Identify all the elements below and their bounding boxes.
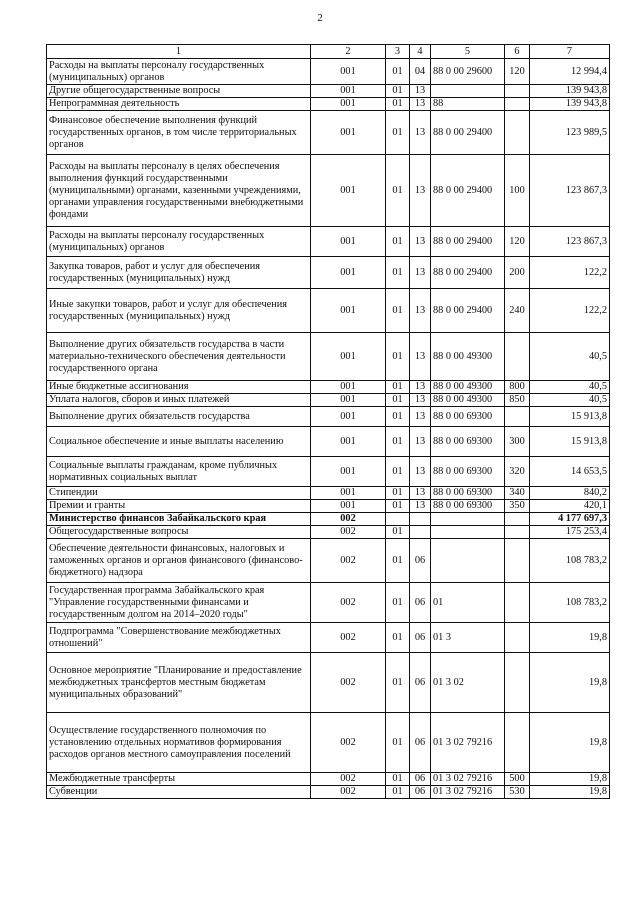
header-col-4: 4 <box>410 45 431 59</box>
cell-subsection: 13 <box>410 155 431 227</box>
cell-name: Подпрограмма "Совершенствование межбюджетных отношений" <box>47 623 311 653</box>
cell-target-article <box>431 539 505 583</box>
cell-section: 01 <box>386 583 410 623</box>
header-col-7: 7 <box>530 45 610 59</box>
cell-subsection: 13 <box>410 381 431 394</box>
cell-amount: 123 989,5 <box>530 111 610 155</box>
table-row <box>47 394 610 407</box>
cell-subsection: 13 <box>410 457 431 487</box>
cell-target-article: 01 3 <box>431 623 505 653</box>
cell-amount: 175 253,4 <box>530 526 610 539</box>
table-row <box>47 583 610 623</box>
cell-subsection: 06 <box>410 713 431 773</box>
cell-target-article: 88 <box>431 98 505 111</box>
cell-ministry-code: 001 <box>311 500 386 513</box>
cell-subsection: 13 <box>410 333 431 381</box>
cell-name: Иные закупки товаров, работ и услуг для обеспечения государственных (муниципальных) нужд <box>47 289 311 333</box>
table-row <box>47 539 610 583</box>
cell-expense-type: 530 <box>505 786 530 799</box>
cell-section: 01 <box>386 653 410 713</box>
cell-target-article: 01 3 02 79216 <box>431 713 505 773</box>
cell-name: Осуществление государственного полномочия по установлению отдельных нормативов формирования расходов органов местного самоуправления поселений <box>47 713 311 773</box>
cell-subsection: 06 <box>410 773 431 786</box>
cell-amount: 4 177 697,3 <box>530 513 610 526</box>
cell-expense-type <box>505 526 530 539</box>
cell-target-article: 01 3 02 79216 <box>431 786 505 799</box>
cell-target-article: 01 3 02 79216 <box>431 773 505 786</box>
cell-subsection: 13 <box>410 111 431 155</box>
cell-target-article: 88 0 00 69300 <box>431 407 505 427</box>
cell-target-article <box>431 513 505 526</box>
cell-ministry-code: 001 <box>311 407 386 427</box>
cell-expense-type: 340 <box>505 487 530 500</box>
cell-target-article: 01 <box>431 583 505 623</box>
cell-subsection: 04 <box>410 59 431 85</box>
cell-amount: 123 867,3 <box>530 155 610 227</box>
cell-ministry-code: 002 <box>311 539 386 583</box>
cell-ministry-code: 001 <box>311 257 386 289</box>
table-row <box>47 623 610 653</box>
cell-subsection: 06 <box>410 786 431 799</box>
cell-ministry-code: 001 <box>311 227 386 257</box>
cell-subsection <box>410 513 431 526</box>
table-row <box>47 457 610 487</box>
cell-expense-type <box>505 333 530 381</box>
table-row <box>47 487 610 500</box>
cell-amount: 108 783,2 <box>530 583 610 623</box>
cell-section: 01 <box>386 111 410 155</box>
cell-ministry-code: 002 <box>311 583 386 623</box>
budget-table <box>46 44 610 799</box>
cell-section: 01 <box>386 487 410 500</box>
cell-expense-type <box>505 98 530 111</box>
cell-name: Закупка товаров, работ и услуг для обеспечения государственных (муниципальных) нужд <box>47 257 311 289</box>
cell-target-article: 88 0 00 69300 <box>431 427 505 457</box>
cell-ministry-code: 001 <box>311 487 386 500</box>
cell-name: Другие общегосударственные вопросы <box>47 85 311 98</box>
cell-name: Расходы на выплаты персоналу государственных (муниципальных) органов <box>47 227 311 257</box>
header-col-3: 3 <box>386 45 410 59</box>
cell-target-article: 88 0 00 29600 <box>431 59 505 85</box>
cell-amount: 40,5 <box>530 394 610 407</box>
cell-ministry-code: 002 <box>311 513 386 526</box>
cell-expense-type <box>505 583 530 623</box>
table-row <box>47 227 610 257</box>
cell-name: Межбюджетные трансферты <box>47 773 311 786</box>
cell-ministry-code: 002 <box>311 786 386 799</box>
cell-name: Выполнение других обязательств государства в части материально-технического обеспечения деятельности государственного органа <box>47 333 311 381</box>
cell-section: 01 <box>386 786 410 799</box>
cell-name: Основное мероприятие "Планирование и предоставление межбюджетных трансфертов местным бюджетам муниципальных образований" <box>47 653 311 713</box>
cell-name: Выполнение других обязательств государства <box>47 407 311 427</box>
cell-section: 01 <box>386 539 410 583</box>
cell-expense-type <box>505 111 530 155</box>
table-row <box>47 85 610 98</box>
cell-expense-type <box>505 539 530 583</box>
cell-target-article: 88 0 00 69300 <box>431 457 505 487</box>
cell-amount: 19,8 <box>530 786 610 799</box>
cell-subsection: 13 <box>410 227 431 257</box>
cell-ministry-code: 002 <box>311 773 386 786</box>
cell-name: Общегосударственные вопросы <box>47 526 311 539</box>
cell-amount: 122,2 <box>530 289 610 333</box>
cell-expense-type: 800 <box>505 381 530 394</box>
table-row <box>47 407 610 427</box>
cell-ministry-code: 001 <box>311 85 386 98</box>
cell-section: 01 <box>386 59 410 85</box>
cell-ministry-code: 001 <box>311 155 386 227</box>
cell-section: 01 <box>386 227 410 257</box>
cell-amount: 40,5 <box>530 381 610 394</box>
cell-ministry-code: 001 <box>311 98 386 111</box>
cell-target-article: 01 3 02 <box>431 653 505 713</box>
cell-section: 01 <box>386 526 410 539</box>
cell-amount: 139 943,8 <box>530 85 610 98</box>
cell-section: 01 <box>386 394 410 407</box>
cell-subsection: 13 <box>410 257 431 289</box>
cell-target-article: 88 0 00 69300 <box>431 487 505 500</box>
cell-ministry-code: 002 <box>311 713 386 773</box>
cell-expense-type <box>505 85 530 98</box>
cell-ministry-code: 001 <box>311 111 386 155</box>
cell-section: 01 <box>386 457 410 487</box>
cell-expense-type <box>505 623 530 653</box>
cell-amount: 19,8 <box>530 653 610 713</box>
table-row <box>47 155 610 227</box>
cell-expense-type <box>505 407 530 427</box>
table-row <box>47 257 610 289</box>
cell-expense-type <box>505 513 530 526</box>
table-row <box>47 59 610 85</box>
cell-section: 01 <box>386 623 410 653</box>
cell-name: Государственная программа Забайкальского края "Управление государственными финансами и государственным долгом на 2014–2020 годы" <box>47 583 311 623</box>
cell-amount: 12 994,4 <box>530 59 610 85</box>
cell-expense-type: 200 <box>505 257 530 289</box>
cell-amount: 123 867,3 <box>530 227 610 257</box>
cell-name: Обеспечение деятельности финансовых, налоговых и таможенных органов и органов финансового (финансово-бюджетного) надзора <box>47 539 311 583</box>
cell-subsection: 13 <box>410 98 431 111</box>
cell-section: 01 <box>386 98 410 111</box>
cell-ministry-code: 002 <box>311 526 386 539</box>
cell-amount: 19,8 <box>530 623 610 653</box>
cell-ministry-code: 001 <box>311 289 386 333</box>
cell-section: 01 <box>386 713 410 773</box>
cell-section: 01 <box>386 407 410 427</box>
cell-section: 01 <box>386 500 410 513</box>
table-row <box>47 289 610 333</box>
cell-ministry-code: 001 <box>311 457 386 487</box>
cell-name: Министерство финансов Забайкальского края <box>47 513 311 526</box>
cell-expense-type: 120 <box>505 59 530 85</box>
page-number: 2 <box>317 12 323 24</box>
cell-name: Иные бюджетные ассигнования <box>47 381 311 394</box>
table-row <box>47 713 610 773</box>
cell-name: Непрограммная деятельность <box>47 98 311 111</box>
cell-expense-type: 100 <box>505 155 530 227</box>
table-row <box>47 381 610 394</box>
table-row <box>47 333 610 381</box>
cell-name: Уплата налогов, сборов и иных платежей <box>47 394 311 407</box>
cell-amount: 420,1 <box>530 500 610 513</box>
cell-amount: 19,8 <box>530 773 610 786</box>
cell-amount: 15 913,8 <box>530 427 610 457</box>
cell-section: 01 <box>386 381 410 394</box>
cell-ministry-code: 001 <box>311 394 386 407</box>
header-row <box>47 45 610 59</box>
cell-target-article <box>431 85 505 98</box>
cell-target-article: 88 0 00 29400 <box>431 111 505 155</box>
table-row <box>47 427 610 457</box>
cell-target-article: 88 0 00 29400 <box>431 227 505 257</box>
cell-subsection: 06 <box>410 583 431 623</box>
cell-ministry-code: 001 <box>311 333 386 381</box>
cell-expense-type: 240 <box>505 289 530 333</box>
cell-expense-type: 120 <box>505 227 530 257</box>
cell-ministry-code: 001 <box>311 427 386 457</box>
cell-section: 01 <box>386 289 410 333</box>
cell-amount: 14 653,5 <box>530 457 610 487</box>
cell-name: Расходы на выплаты персоналу в целях обеспечения выполнения функций государственными (муниципальными) органами, казенными учреждениями, органами управления государственными внебюджетными фондами <box>47 155 311 227</box>
cell-subsection: 13 <box>410 487 431 500</box>
cell-expense-type: 350 <box>505 500 530 513</box>
cell-section <box>386 513 410 526</box>
cell-section: 01 <box>386 427 410 457</box>
table-row <box>47 500 610 513</box>
cell-name: Премии и гранты <box>47 500 311 513</box>
cell-ministry-code: 002 <box>311 623 386 653</box>
cell-expense-type <box>505 713 530 773</box>
cell-ministry-code: 001 <box>311 381 386 394</box>
cell-expense-type <box>505 653 530 713</box>
table-row <box>47 98 610 111</box>
cell-name: Финансовое обеспечение выполнения функций государственных органов, в том числе территориальных органов <box>47 111 311 155</box>
header-col-5: 5 <box>431 45 505 59</box>
cell-name: Социальные выплаты гражданам, кроме публичных нормативных социальных выплат <box>47 457 311 487</box>
cell-section: 01 <box>386 155 410 227</box>
cell-subsection: 06 <box>410 653 431 713</box>
cell-ministry-code: 002 <box>311 653 386 713</box>
cell-ministry-code: 001 <box>311 59 386 85</box>
table-row <box>47 773 610 786</box>
cell-expense-type: 500 <box>505 773 530 786</box>
cell-subsection: 06 <box>410 623 431 653</box>
cell-target-article: 88 0 00 69300 <box>431 500 505 513</box>
cell-target-article <box>431 526 505 539</box>
cell-name: Стипендии <box>47 487 311 500</box>
table-row <box>47 111 610 155</box>
cell-name: Субвенции <box>47 786 311 799</box>
cell-subsection: 13 <box>410 500 431 513</box>
cell-amount: 122,2 <box>530 257 610 289</box>
cell-name: Социальное обеспечение и иные выплаты населению <box>47 427 311 457</box>
cell-subsection: 13 <box>410 427 431 457</box>
cell-section: 01 <box>386 773 410 786</box>
cell-expense-type: 320 <box>505 457 530 487</box>
cell-target-article: 88 0 00 29400 <box>431 257 505 289</box>
cell-expense-type: 300 <box>505 427 530 457</box>
header-col-6: 6 <box>505 45 530 59</box>
cell-amount: 40,5 <box>530 333 610 381</box>
cell-amount: 840,2 <box>530 487 610 500</box>
cell-amount: 108 783,2 <box>530 539 610 583</box>
table-row <box>47 653 610 713</box>
cell-amount: 139 943,8 <box>530 98 610 111</box>
cell-subsection: 06 <box>410 539 431 583</box>
cell-section: 01 <box>386 85 410 98</box>
cell-target-article: 88 0 00 29400 <box>431 155 505 227</box>
cell-amount: 19,8 <box>530 713 610 773</box>
cell-subsection: 13 <box>410 394 431 407</box>
cell-subsection <box>410 526 431 539</box>
cell-section: 01 <box>386 333 410 381</box>
table-row <box>47 513 610 526</box>
cell-target-article: 88 0 00 29400 <box>431 289 505 333</box>
table-row <box>47 786 610 799</box>
cell-target-article: 88 0 00 49300 <box>431 394 505 407</box>
cell-subsection: 13 <box>410 407 431 427</box>
cell-target-article: 88 0 00 49300 <box>431 381 505 394</box>
cell-name: Расходы на выплаты персоналу государственных (муниципальных) органов <box>47 59 311 85</box>
cell-section: 01 <box>386 257 410 289</box>
cell-target-article: 88 0 00 49300 <box>431 333 505 381</box>
cell-subsection: 13 <box>410 85 431 98</box>
cell-expense-type: 850 <box>505 394 530 407</box>
header-col-2: 2 <box>311 45 386 59</box>
table-row <box>47 526 610 539</box>
cell-subsection: 13 <box>410 289 431 333</box>
header-col-1: 1 <box>47 45 311 59</box>
cell-amount: 15 913,8 <box>530 407 610 427</box>
